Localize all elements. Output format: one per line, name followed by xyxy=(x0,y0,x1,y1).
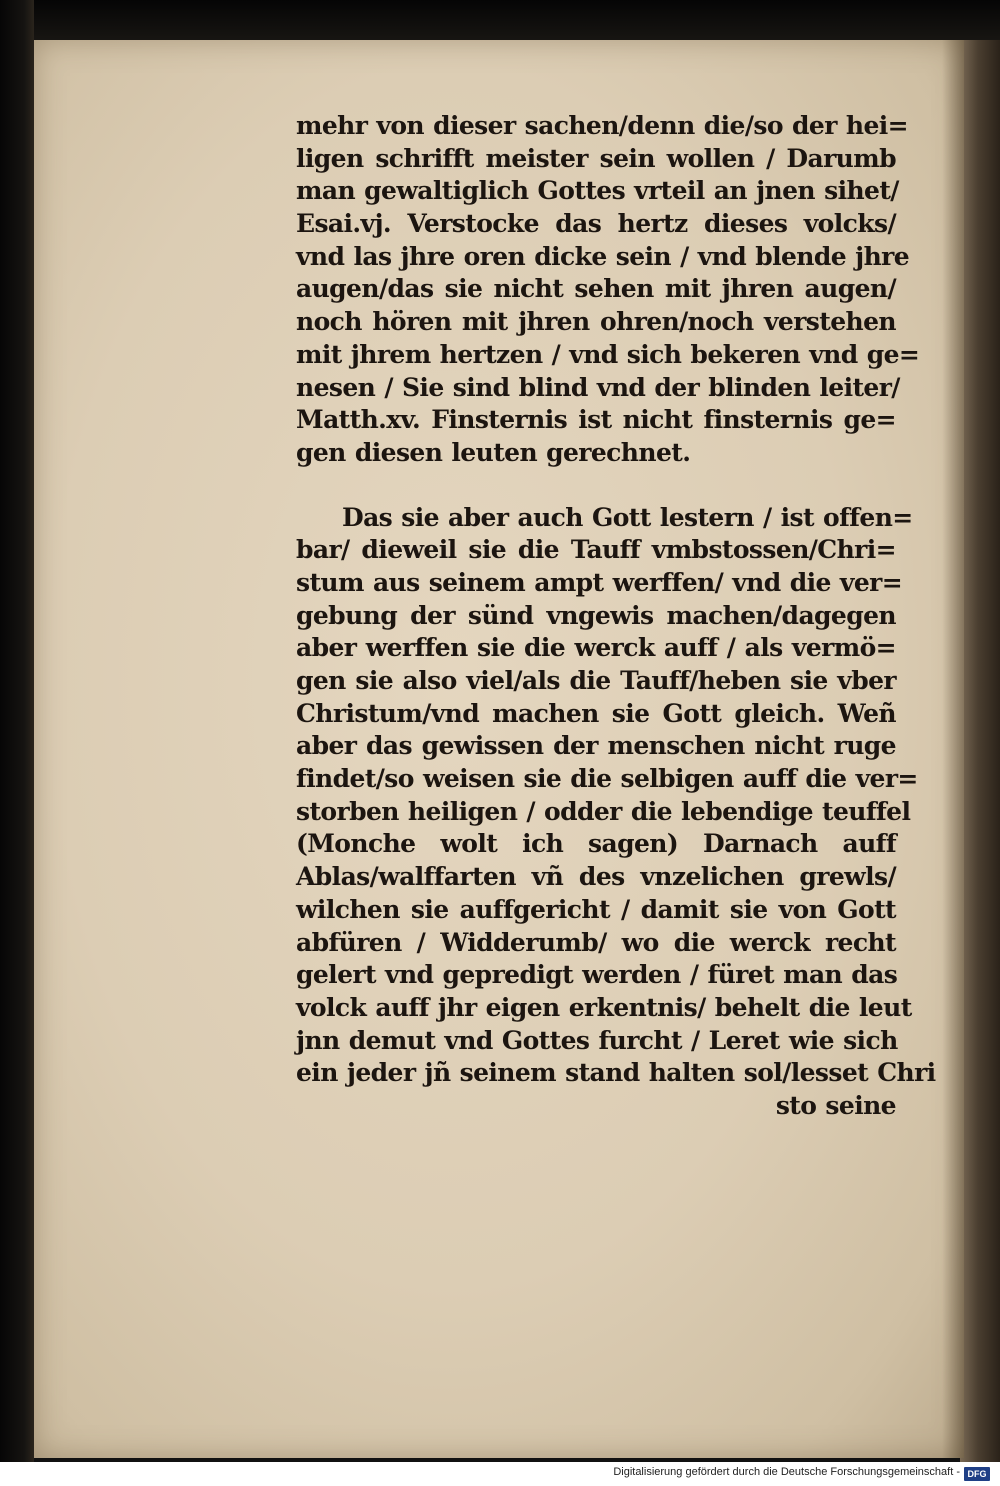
scan-top-edge xyxy=(0,0,1000,40)
dfg-logo-icon: DFG xyxy=(964,1467,990,1481)
text-line: Matth.xv. Finsternis ist nicht finsternis ge= xyxy=(296,405,896,435)
text-line: abfüren / Widderumb/ wo die werck recht xyxy=(296,927,896,957)
text-line: Das sie aber auch Gott lestern / ist offen= xyxy=(342,502,913,532)
text-line: stum aus seinem ampt werffen/ vnd die ver= xyxy=(296,567,903,597)
text-line: gelert vnd gepredigt werden / füret man das xyxy=(296,960,898,990)
text-line: volck auff jhr eigen erkentnis/ behelt die leut xyxy=(296,992,912,1022)
catchword: sto seine xyxy=(775,1090,896,1120)
text-line: Ablas/walffarten vñ des vnzelichen grewls/ xyxy=(296,862,896,892)
text-line: mit jhrem hertzen / vnd sich bekeren vnd ge= xyxy=(296,339,920,369)
text-line: aber werffen sie die werck auff / als vermö= xyxy=(296,633,896,663)
text-line: man gewaltiglich Gottes vrteil an jnen sihet/ xyxy=(296,176,899,206)
text-line: gebung der sünd vngewis machen/dagegen xyxy=(296,600,896,630)
text-line: ligen schrifft meister sein wollen / Darumb xyxy=(296,143,896,173)
text-line: gen diesen leuten gerechnet. xyxy=(296,437,691,467)
text-line: jnn demut vnd Gottes furcht / Leret wie sich xyxy=(296,1025,898,1055)
text-line: findet/so weisen sie die selbigen auff die ver= xyxy=(296,764,918,794)
text-line: ein jeder jñ seinem stand halten sol/lesset Chri xyxy=(296,1058,936,1088)
footer-credit: Digitalisierung gefördert durch die Deutsche Forschungsgemeinschaft - xyxy=(613,1466,960,1478)
scan-left-edge xyxy=(0,0,34,1462)
text-block xyxy=(296,110,936,1123)
text-line: (Monche wolt ich sagen) Darnach auff xyxy=(296,829,896,859)
text-line: aber das gewissen der menschen nicht ruge xyxy=(296,731,896,761)
text-line: augen/das sie nicht sehen mit jhren augen/ xyxy=(296,274,896,304)
text-line: wilchen sie auffgericht / damit sie von Gott xyxy=(296,894,896,924)
footer-bar xyxy=(0,1462,1000,1486)
text-line: noch hören mit jhren ohren/noch verstehen xyxy=(296,307,896,337)
text-line: nesen / Sie sind blind vnd der blinden leiter/ xyxy=(296,372,900,402)
paragraph-gap xyxy=(296,470,896,502)
text-line: vnd las jhre oren dicke sein / vnd blende jhre xyxy=(296,241,910,271)
text-line: Christum/vnd machen sie Gott gleich. Weñ xyxy=(296,698,896,728)
paragraph-1 xyxy=(296,110,920,470)
text-line: mehr von dieser sachen/denn die/so der hei= xyxy=(296,111,909,140)
text-line: storben heiligen / odder die lebendige teuffel xyxy=(296,796,911,826)
paragraph-2 xyxy=(296,502,936,1090)
book-page xyxy=(34,40,964,1458)
page-shadow xyxy=(942,40,964,1458)
text-line: Esai.vj. Verstocke das hertz dieses volcks/ xyxy=(296,209,896,239)
text-line: bar/ dieweil sie die Tauff vmbstossen/Chri= xyxy=(296,535,896,565)
text-line: gen sie also viel/als die Tauff/heben sie vber xyxy=(296,666,896,695)
book-fore-edge xyxy=(960,40,1000,1462)
